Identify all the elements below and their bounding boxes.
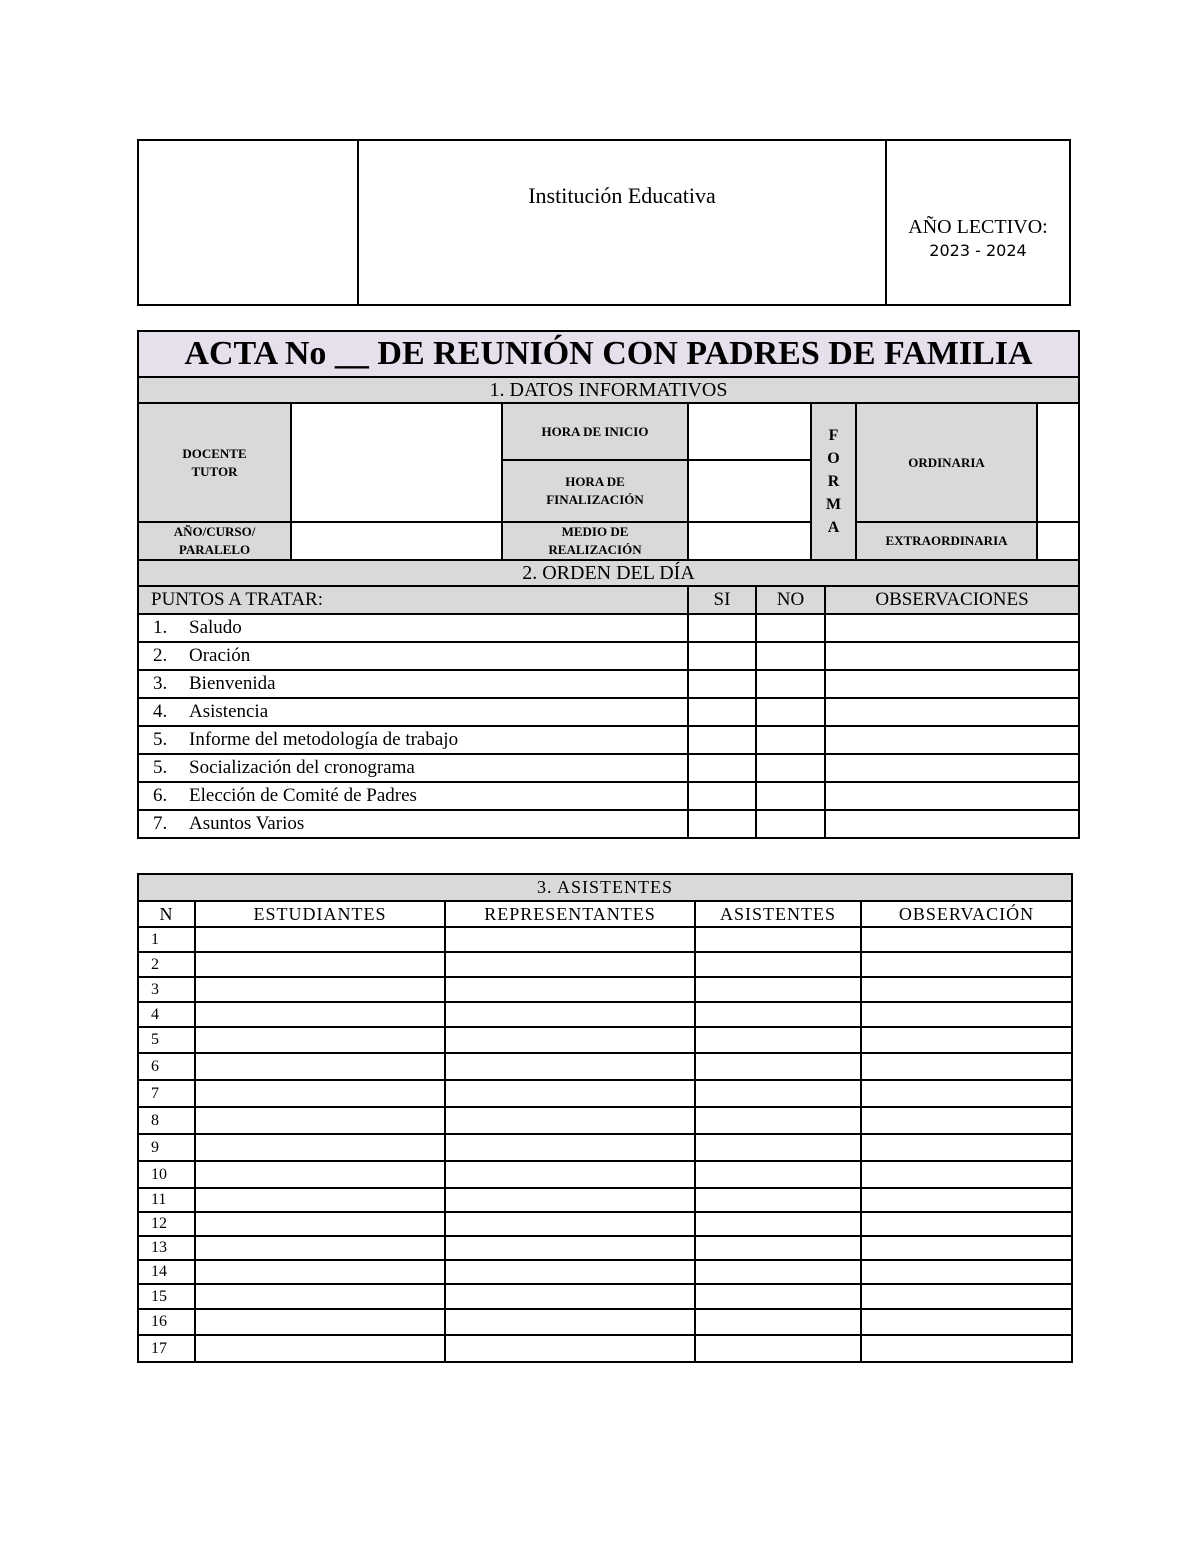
agenda-item-text [138, 614, 688, 642]
agenda-obs-cell[interactable] [825, 782, 1079, 810]
col-representantes-header: REPRESENTANTES [445, 901, 695, 927]
institution-name: Institución Educativa [358, 140, 886, 305]
agenda-item-number: 5. [153, 729, 168, 750]
row-number: 14 [138, 1260, 195, 1284]
agenda-item [138, 670, 1079, 698]
row-number: 1 [138, 927, 195, 952]
section-orden-del-dia: 2. ORDEN DEL DÍA [138, 560, 1079, 586]
col-estudiantes-header: ESTUDIANTES [195, 901, 445, 927]
row-number: 17 [138, 1335, 195, 1362]
hora-inicio-field[interactable] [688, 403, 811, 460]
agenda-item-label: Asuntos Varios [189, 813, 305, 834]
observacion-cell[interactable] [861, 1027, 1072, 1053]
representante-cell[interactable] [445, 1236, 695, 1260]
agenda-obs-cell[interactable] [825, 642, 1079, 670]
agenda-si-cell[interactable] [688, 614, 756, 642]
col-observacion-header: OBSERVACIÓN [861, 901, 1072, 927]
row-number: 8 [138, 1107, 195, 1134]
table-row [138, 1260, 1072, 1284]
col-asistentes-header: ASISTENTES [695, 901, 861, 927]
observacion-cell[interactable] [861, 1134, 1072, 1161]
row-number: 15 [138, 1284, 195, 1309]
asistente-cell[interactable] [695, 1335, 861, 1362]
row-number: 13 [138, 1236, 195, 1260]
agenda-item-text [138, 670, 688, 698]
asistentes-table [137, 873, 1073, 1363]
si-header: SI [688, 586, 756, 614]
agenda-si-cell[interactable] [688, 642, 756, 670]
representante-cell[interactable] [445, 927, 695, 952]
estudiante-cell[interactable] [195, 1335, 445, 1362]
agenda-item-label: Oración [189, 645, 251, 666]
representante-cell[interactable] [445, 1134, 695, 1161]
table-row [138, 927, 1072, 952]
school-year-label: AÑO LECTIVO: [908, 215, 1048, 238]
forma-letter: A [827, 519, 840, 536]
agenda-item-label: Socialización del cronograma [189, 757, 415, 778]
representante-cell[interactable] [445, 1309, 695, 1335]
representante-cell[interactable] [445, 1107, 695, 1134]
forma-letter: F [828, 427, 839, 444]
docente-tutor-field[interactable] [291, 403, 502, 522]
observacion-cell[interactable] [861, 1053, 1072, 1080]
representante-cell[interactable] [445, 952, 695, 977]
representante-cell[interactable] [445, 1053, 695, 1080]
agenda-item-label: Asistencia [189, 701, 269, 722]
docente-label-line2: TUTOR [191, 463, 238, 479]
school-year-cell [886, 140, 1070, 305]
agenda-item-text [138, 726, 688, 754]
representante-cell[interactable] [445, 1284, 695, 1309]
table-row [138, 1236, 1072, 1260]
estudiante-cell[interactable] [195, 1212, 445, 1236]
agenda-si-cell[interactable] [688, 726, 756, 754]
agenda-no-cell[interactable] [756, 726, 825, 754]
agenda-item-text [138, 642, 688, 670]
anio-curso-paralelo-label [138, 522, 291, 560]
asistente-cell[interactable] [695, 1260, 861, 1284]
row-number: 16 [138, 1309, 195, 1335]
section-asistentes: 3. ASISTENTES [138, 874, 1072, 901]
agenda-item-text [138, 782, 688, 810]
asistente-cell[interactable] [695, 977, 861, 1002]
row-number: 2 [138, 952, 195, 977]
anio-label-line1: AÑO/CURSO/ [173, 524, 256, 539]
asistente-cell[interactable] [695, 1212, 861, 1236]
agenda-item-number: 2. [153, 645, 168, 666]
table-row [138, 952, 1072, 977]
table-row [138, 1053, 1072, 1080]
agenda-no-cell[interactable] [756, 754, 825, 782]
observacion-cell[interactable] [861, 1236, 1072, 1260]
agenda-item [138, 614, 1079, 642]
asistente-cell[interactable] [695, 1161, 861, 1188]
observacion-cell[interactable] [861, 1309, 1072, 1335]
logo-cell [138, 140, 358, 305]
agenda-item-number: 4. [153, 701, 168, 722]
agenda-si-cell[interactable] [688, 754, 756, 782]
puntos-a-tratar-header: PUNTOS A TRATAR: [138, 586, 688, 614]
representante-cell[interactable] [445, 1002, 695, 1027]
representante-cell[interactable] [445, 1335, 695, 1362]
agenda-obs-cell[interactable] [825, 698, 1079, 726]
docente-label-line1: DOCENTE [182, 445, 247, 461]
extraordinaria-checkbox[interactable] [1037, 522, 1079, 560]
hora-finalizacion-label [502, 460, 688, 522]
observaciones-header: OBSERVACIONES [825, 586, 1079, 614]
agenda-obs-cell[interactable] [825, 726, 1079, 754]
hora-fin-line1: HORA DE [565, 474, 625, 489]
medio-label-line2: REALIZACIÓN [548, 542, 642, 557]
agenda-no-cell[interactable] [756, 782, 825, 810]
table-row [138, 1002, 1072, 1027]
agenda-no-cell[interactable] [756, 698, 825, 726]
table-row [138, 1284, 1072, 1309]
extraordinaria-label: EXTRAORDINARIA [856, 522, 1037, 560]
forma-letter: O [827, 450, 840, 467]
agenda-no-cell[interactable] [756, 670, 825, 698]
agenda-no-cell[interactable] [756, 810, 825, 838]
acta-table [137, 330, 1080, 839]
anio-curso-paralelo-field[interactable] [291, 522, 502, 560]
estudiante-cell[interactable] [195, 1284, 445, 1309]
agenda-obs-cell[interactable] [825, 754, 1079, 782]
row-number: 10 [138, 1161, 195, 1188]
observacion-cell[interactable] [861, 1260, 1072, 1284]
estudiante-cell[interactable] [195, 1134, 445, 1161]
agenda-item-number: 7. [153, 813, 168, 834]
table-row [138, 1161, 1072, 1188]
table-row [138, 1134, 1072, 1161]
row-number: 5 [138, 1027, 195, 1053]
agenda-item [138, 726, 1079, 754]
asistente-cell[interactable] [695, 952, 861, 977]
estudiante-cell[interactable] [195, 1002, 445, 1027]
representante-cell[interactable] [445, 1080, 695, 1107]
representante-cell[interactable] [445, 1260, 695, 1284]
hora-fin-line2: FINALIZACIÓN [546, 492, 644, 507]
estudiante-cell[interactable] [195, 977, 445, 1002]
agenda-item-label: Saludo [189, 617, 242, 638]
no-header: NO [756, 586, 825, 614]
estudiante-cell[interactable] [195, 1027, 445, 1053]
asistente-cell[interactable] [695, 1053, 861, 1080]
forma-letter: R [827, 473, 840, 490]
agenda-item [138, 698, 1079, 726]
col-n-header: N [138, 901, 195, 927]
asistente-cell[interactable] [695, 1134, 861, 1161]
agenda-item [138, 754, 1079, 782]
representante-cell[interactable] [445, 977, 695, 1002]
representante-cell[interactable] [445, 1027, 695, 1053]
agenda-obs-cell[interactable] [825, 810, 1079, 838]
agenda-item-label: Bienvenida [189, 673, 276, 694]
section-datos-informativos: 1. DATOS INFORMATIVOS [138, 377, 1079, 403]
agenda-item-label: Elección de Comité de Padres [189, 785, 417, 806]
estudiante-cell[interactable] [195, 927, 445, 952]
agenda-item-text [138, 698, 688, 726]
table-row [138, 977, 1072, 1002]
agenda-no-cell[interactable] [756, 614, 825, 642]
asistente-cell[interactable] [695, 1080, 861, 1107]
agenda-si-cell[interactable] [688, 782, 756, 810]
agenda-item-number: 6. [153, 785, 168, 806]
table-row [138, 1080, 1072, 1107]
agenda-item-text [138, 810, 688, 838]
agenda-item [138, 782, 1079, 810]
observacion-cell[interactable] [861, 1212, 1072, 1236]
estudiante-cell[interactable] [195, 1188, 445, 1212]
representante-cell[interactable] [445, 1212, 695, 1236]
observacion-cell[interactable] [861, 1335, 1072, 1362]
asistente-cell[interactable] [695, 1309, 861, 1335]
agenda-si-cell[interactable] [688, 670, 756, 698]
observacion-cell[interactable] [861, 1188, 1072, 1212]
table-row [138, 1188, 1072, 1212]
asistente-cell[interactable] [695, 1284, 861, 1309]
hora-inicio-label: HORA DE INICIO [502, 403, 688, 460]
table-row [138, 1107, 1072, 1134]
estudiante-cell[interactable] [195, 1309, 445, 1335]
acta-title: ACTA No __ DE REUNIÓN CON PADRES DE FAMILIA [138, 331, 1079, 377]
agenda-si-cell[interactable] [688, 698, 756, 726]
table-row [138, 1212, 1072, 1236]
medio-realizacion-field[interactable] [688, 522, 811, 560]
representante-cell[interactable] [445, 1188, 695, 1212]
school-year-value: 2023 - 2024 [929, 240, 1027, 260]
agenda-item-text [138, 754, 688, 782]
row-number: 9 [138, 1134, 195, 1161]
agenda-item [138, 810, 1079, 838]
representante-cell[interactable] [445, 1161, 695, 1188]
asistente-cell[interactable] [695, 1002, 861, 1027]
table-row [138, 1309, 1072, 1335]
agenda-item [138, 642, 1079, 670]
observacion-cell[interactable] [861, 1107, 1072, 1134]
row-number: 4 [138, 1002, 195, 1027]
agenda-obs-cell[interactable] [825, 670, 1079, 698]
ordinaria-checkbox[interactable] [1037, 403, 1079, 522]
hora-finalizacion-field[interactable] [688, 460, 811, 522]
observacion-cell[interactable] [861, 1161, 1072, 1188]
agenda-obs-cell[interactable] [825, 614, 1079, 642]
ordinaria-label: ORDINARIA [856, 403, 1037, 522]
agenda-si-cell[interactable] [688, 810, 756, 838]
row-number: 7 [138, 1080, 195, 1107]
estudiante-cell[interactable] [195, 1260, 445, 1284]
row-number: 12 [138, 1212, 195, 1236]
table-row [138, 1335, 1072, 1362]
observacion-cell[interactable] [861, 1284, 1072, 1309]
row-number: 6 [138, 1053, 195, 1080]
header-table [137, 139, 1071, 306]
docente-tutor-label [138, 403, 291, 522]
agenda-no-cell[interactable] [756, 642, 825, 670]
observacion-cell[interactable] [861, 1080, 1072, 1107]
agenda-item-number: 1. [153, 617, 168, 638]
forma-label [811, 403, 856, 560]
forma-letter: M [825, 496, 842, 513]
estudiante-cell[interactable] [195, 1053, 445, 1080]
estudiante-cell[interactable] [195, 1107, 445, 1134]
estudiante-cell[interactable] [195, 1080, 445, 1107]
medio-label-line1: MEDIO DE [561, 524, 629, 539]
agenda-item-label: Informe del metodología de trabajo [189, 729, 459, 750]
asistente-cell[interactable] [695, 1236, 861, 1260]
anio-label-line2: PARALELO [178, 542, 251, 557]
observacion-cell[interactable] [861, 1002, 1072, 1027]
asistente-cell[interactable] [695, 1107, 861, 1134]
table-row [138, 1027, 1072, 1053]
asistente-cell[interactable] [695, 927, 861, 952]
row-number: 11 [138, 1188, 195, 1212]
agenda-item-number: 3. [153, 673, 168, 694]
estudiante-cell[interactable] [195, 1161, 445, 1188]
observacion-cell[interactable] [861, 977, 1072, 1002]
estudiante-cell[interactable] [195, 952, 445, 977]
row-number: 3 [138, 977, 195, 1002]
agenda-item-number: 5. [153, 757, 168, 778]
observacion-cell[interactable] [861, 927, 1072, 952]
estudiante-cell[interactable] [195, 1236, 445, 1260]
asistente-cell[interactable] [695, 1188, 861, 1212]
observacion-cell[interactable] [861, 952, 1072, 977]
asistente-cell[interactable] [695, 1027, 861, 1053]
medio-realizacion-label [502, 522, 688, 560]
